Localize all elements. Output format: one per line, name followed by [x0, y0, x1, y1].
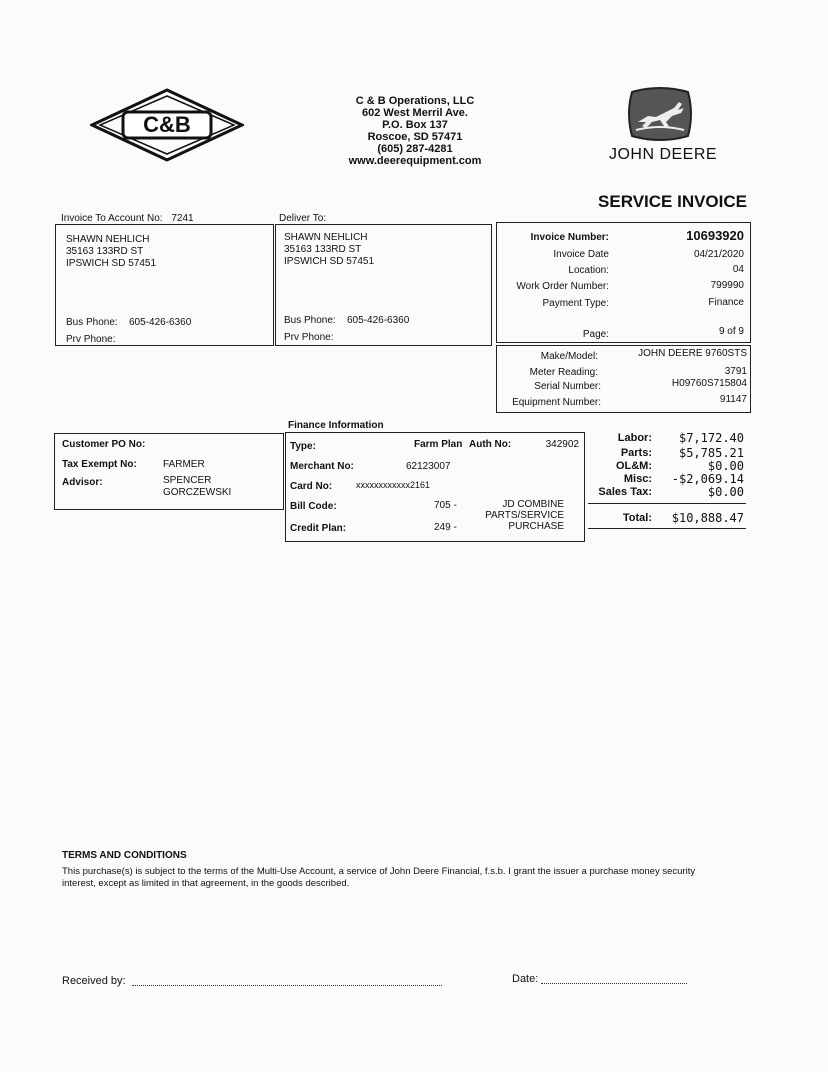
- equipment-box: [496, 345, 751, 413]
- company-name: C & B Operations, LLC: [355, 95, 475, 107]
- invoice-date: 04/21/2020: [693, 249, 744, 260]
- olm-amount: $0.00: [707, 459, 744, 473]
- serial-number: H09760S715804: [671, 378, 747, 389]
- make-model-label: Make/Model:: [540, 351, 598, 362]
- bill-to-street: 35163 133RD ST: [66, 246, 144, 257]
- deliver-to-box: [275, 224, 492, 346]
- date-label: Date:: [512, 973, 539, 985]
- bill-to-box: [55, 224, 274, 346]
- bill-to-bus-phone-label: Bus Phone:: [66, 317, 118, 328]
- advisor-label: Advisor:: [62, 477, 103, 488]
- work-order-label: Work Order Number:: [516, 281, 609, 292]
- auth-number: 342902: [545, 439, 579, 450]
- company-phone: (605) 287-4281: [377, 143, 453, 155]
- terms-line-1: This purchase(s) is subject to the terms of the Multi-Use Account, a service of John Deere Financial, f.s.b. I grant the issuer a purchase money security: [62, 866, 696, 877]
- credit-plan-description: PURCHASE: [508, 521, 564, 532]
- totals-block: [586, 430, 748, 534]
- work-order-number: 799990: [710, 280, 744, 291]
- invoice-number-label: Invoice Number:: [530, 232, 609, 243]
- finance-type: Farm Plan: [414, 439, 463, 450]
- bill-to-label: Invoice To Account No:: [61, 213, 163, 224]
- card-number: xxxxxxxxxxxx2161: [356, 480, 431, 490]
- serial-number-label: Serial Number:: [534, 381, 601, 392]
- merchant-number-label: Merchant No:: [290, 461, 354, 472]
- page-label: Page:: [582, 329, 609, 340]
- finance-box: [285, 432, 585, 542]
- card-number-label: Card No:: [290, 481, 333, 492]
- finance-heading: Finance Information: [288, 420, 384, 431]
- payment-type: Finance: [708, 297, 744, 308]
- company-address: [330, 95, 500, 167]
- meter-reading: 3791: [724, 366, 747, 377]
- bill-code-label: Bill Code:: [290, 501, 337, 512]
- bill-to-city: IPSWICH SD 57451: [66, 258, 157, 269]
- page-number: 9 of 9: [718, 326, 744, 337]
- deliver-to-label: Deliver To:: [279, 213, 327, 224]
- misc-label: Misc:: [623, 473, 652, 485]
- invoice-title: SERVICE INVOICE: [598, 192, 747, 211]
- invoice-details-box: [496, 222, 751, 343]
- total-label: Total:: [622, 512, 652, 524]
- bill-to-label-row: [61, 213, 194, 224]
- terms-text: [62, 866, 752, 890]
- bill-code-description-1: JD COMBINE: [502, 499, 564, 510]
- deliver-to-street: 35163 133RD ST: [284, 244, 362, 255]
- merchant-number: 62123007: [406, 461, 451, 472]
- totals-divider-top: [588, 503, 746, 504]
- labor-label: Labor:: [617, 432, 652, 444]
- date-line[interactable]: [541, 983, 687, 984]
- tax-exempt-value: FARMER: [163, 459, 205, 470]
- leaping-deer-icon: [626, 86, 694, 142]
- invoice-date-label: Invoice Date: [553, 249, 609, 260]
- company-website: www.deerequipment.com: [348, 155, 482, 167]
- bill-to-name: SHAWN NEHLICH: [66, 234, 150, 245]
- john-deere-logo: [598, 86, 728, 166]
- cb-logo-text: C&B: [143, 112, 191, 137]
- meter-reading-label: Meter Reading:: [529, 367, 598, 378]
- equipment-number: 91147: [719, 394, 747, 405]
- company-street: 602 West Merril Ave.: [362, 107, 468, 119]
- auth-number-label: Auth No:: [469, 439, 512, 450]
- deliver-to-bus-phone-label: Bus Phone:: [284, 315, 336, 326]
- parts-label: Parts:: [620, 447, 652, 459]
- terms-line-2: interest, except as limited in that agreement, in the goods described.: [62, 878, 350, 889]
- deliver-to-name: SHAWN NEHLICH: [284, 232, 368, 243]
- equipment-number-label: Equipment Number:: [512, 397, 601, 408]
- location: 04: [732, 264, 744, 275]
- tax-exempt-label: Tax Exempt No:: [62, 459, 137, 470]
- deliver-to-city: IPSWICH SD 57451: [284, 256, 375, 267]
- olm-label: OL&M:: [615, 460, 652, 472]
- sales-tax-label: Sales Tax:: [598, 486, 652, 498]
- customer-po-label: Customer PO No:: [62, 439, 146, 450]
- parts-amount: $5,785.21: [678, 446, 744, 460]
- deliver-to-bus-phone: 605-426-6360: [347, 315, 410, 326]
- credit-plan: 249 -: [434, 522, 457, 533]
- payment-type-label: Payment Type:: [542, 298, 609, 309]
- john-deere-text: JOHN DEERE: [608, 146, 718, 163]
- terms-heading: TERMS AND CONDITIONS: [62, 850, 187, 861]
- total-amount: $10,888.47: [671, 511, 744, 525]
- credit-plan-label: Credit Plan:: [290, 523, 347, 534]
- bill-to-bus-phone: 605-426-6360: [129, 317, 192, 328]
- misc-amount: -$2,069.14: [671, 472, 744, 486]
- labor-amount: $7,172.40: [678, 431, 744, 445]
- make-model: JOHN DEERE 9760STS: [638, 348, 747, 359]
- invoice-number: 10693920: [686, 228, 744, 243]
- bill-to-prv-phone-label: Prv Phone:: [66, 334, 116, 345]
- finance-type-label: Type:: [290, 441, 316, 452]
- sales-tax-amount: $0.00: [707, 485, 744, 499]
- customer-box: [54, 433, 284, 510]
- advisor-last-name: GORCZEWSKI: [163, 487, 232, 498]
- advisor-first-name: SPENCER: [163, 475, 212, 486]
- totals-divider-bottom: [588, 528, 746, 529]
- received-by-line[interactable]: [132, 985, 442, 986]
- location-label: Location:: [568, 265, 609, 276]
- received-by-label: Received by:: [62, 975, 126, 987]
- bill-code-description-2: PARTS/SERVICE: [485, 510, 564, 521]
- deliver-to-prv-phone-label: Prv Phone:: [284, 332, 334, 343]
- bill-code: 705 -: [434, 500, 457, 511]
- company-city: Roscoe, SD 57471: [367, 131, 463, 143]
- company-po-box: P.O. Box 137: [382, 119, 448, 131]
- cb-logo: [90, 88, 244, 162]
- account-number: 7241: [171, 213, 194, 224]
